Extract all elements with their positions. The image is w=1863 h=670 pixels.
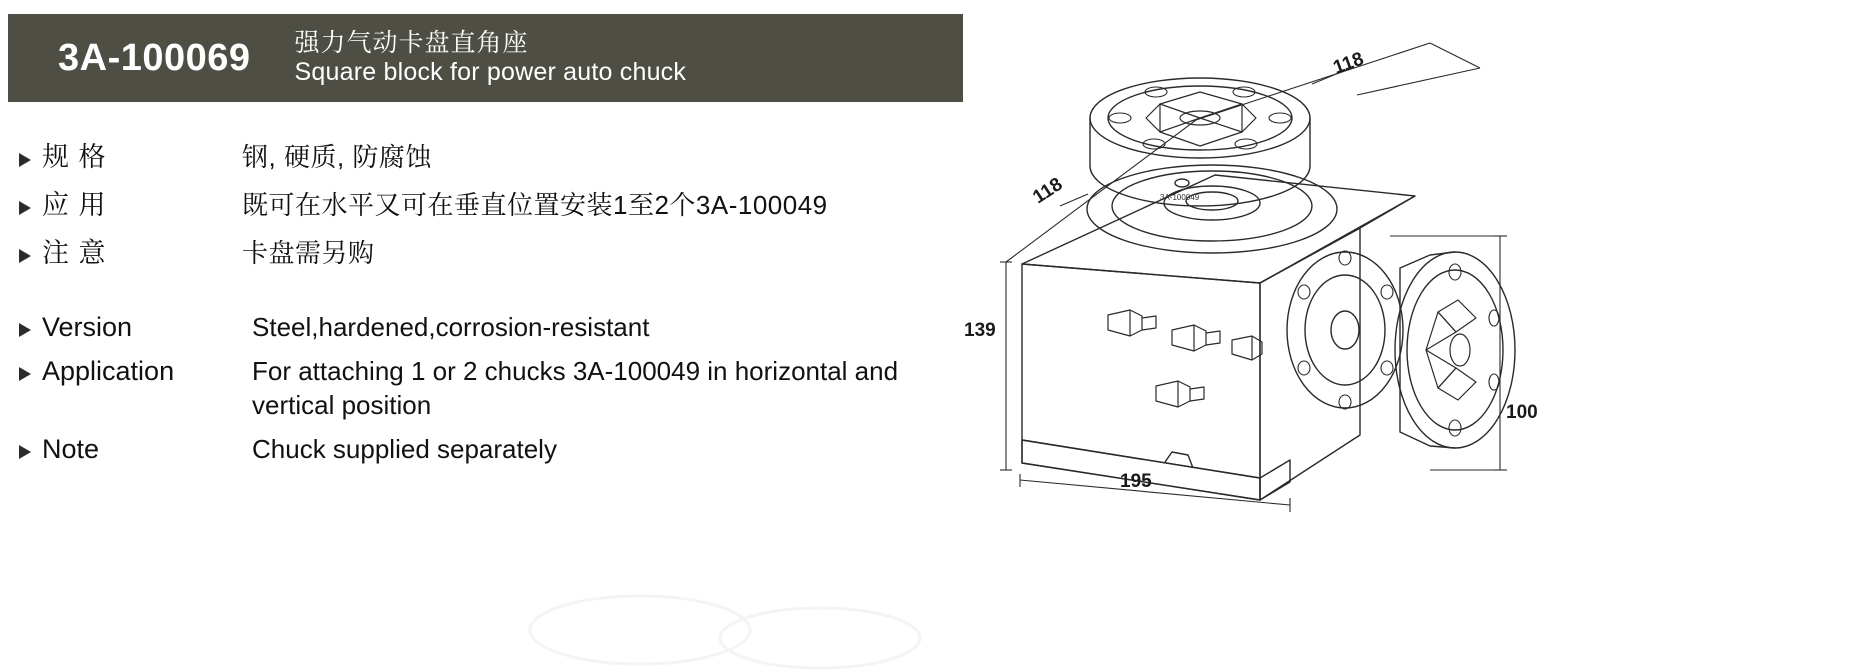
spec-label: 应 用: [42, 190, 107, 220]
spec-row: [8, 188, 958, 222]
triangle-right-icon: [8, 310, 42, 338]
part-number: 3A-100069: [58, 36, 251, 79]
dimension-label-top-left: 118: [1029, 173, 1067, 209]
spec-value: 卡盘需另购: [242, 238, 375, 268]
spec-value: For attaching 1 or 2 chucks 3A-100049 in horizontal and vertical position: [252, 356, 899, 420]
title-texts: [295, 29, 687, 88]
technical-drawing: [960, 0, 1863, 670]
spec-label: Application: [42, 356, 175, 386]
spec-list-english: [8, 310, 958, 476]
spec-value: Chuck supplied separately: [252, 434, 557, 464]
chuck-marking-label: 3A-100049: [1160, 193, 1200, 202]
background-watermark: [520, 590, 940, 670]
product-title-cn: 强力气动卡盘直角座: [294, 28, 529, 57]
title-bar: [8, 14, 963, 102]
spec-value: Steel,hardened,corrosion-resistant: [252, 312, 650, 342]
spec-value: 既可在水平又可在垂直位置安装1至2个3A-100049: [242, 190, 828, 220]
spec-list-chinese: [8, 140, 958, 284]
spec-row: [8, 432, 958, 466]
spec-row: [8, 310, 958, 344]
dimension-label-height: 139: [964, 320, 996, 341]
spec-label: Version: [42, 312, 133, 342]
triangle-right-icon: [8, 188, 42, 216]
dimension-label-top-right: 118: [1330, 48, 1367, 79]
spec-row: [8, 140, 958, 174]
spec-row: [8, 354, 958, 422]
spec-row: [8, 236, 958, 270]
spec-label: 规 格: [42, 142, 107, 172]
dimension-label-width: 195: [1120, 471, 1152, 492]
spec-value: 钢, 硬质, 防腐蚀: [242, 142, 432, 172]
triangle-right-icon: [8, 354, 42, 382]
triangle-right-icon: [8, 140, 42, 168]
dimension-label-chuck-diameter: 100: [1506, 402, 1538, 423]
spec-label: 注 意: [42, 238, 107, 268]
spec-label: Note: [42, 434, 100, 464]
triangle-right-icon: [8, 236, 42, 264]
product-title-en: Square block for power auto chuck: [294, 58, 687, 86]
triangle-right-icon: [8, 432, 42, 460]
